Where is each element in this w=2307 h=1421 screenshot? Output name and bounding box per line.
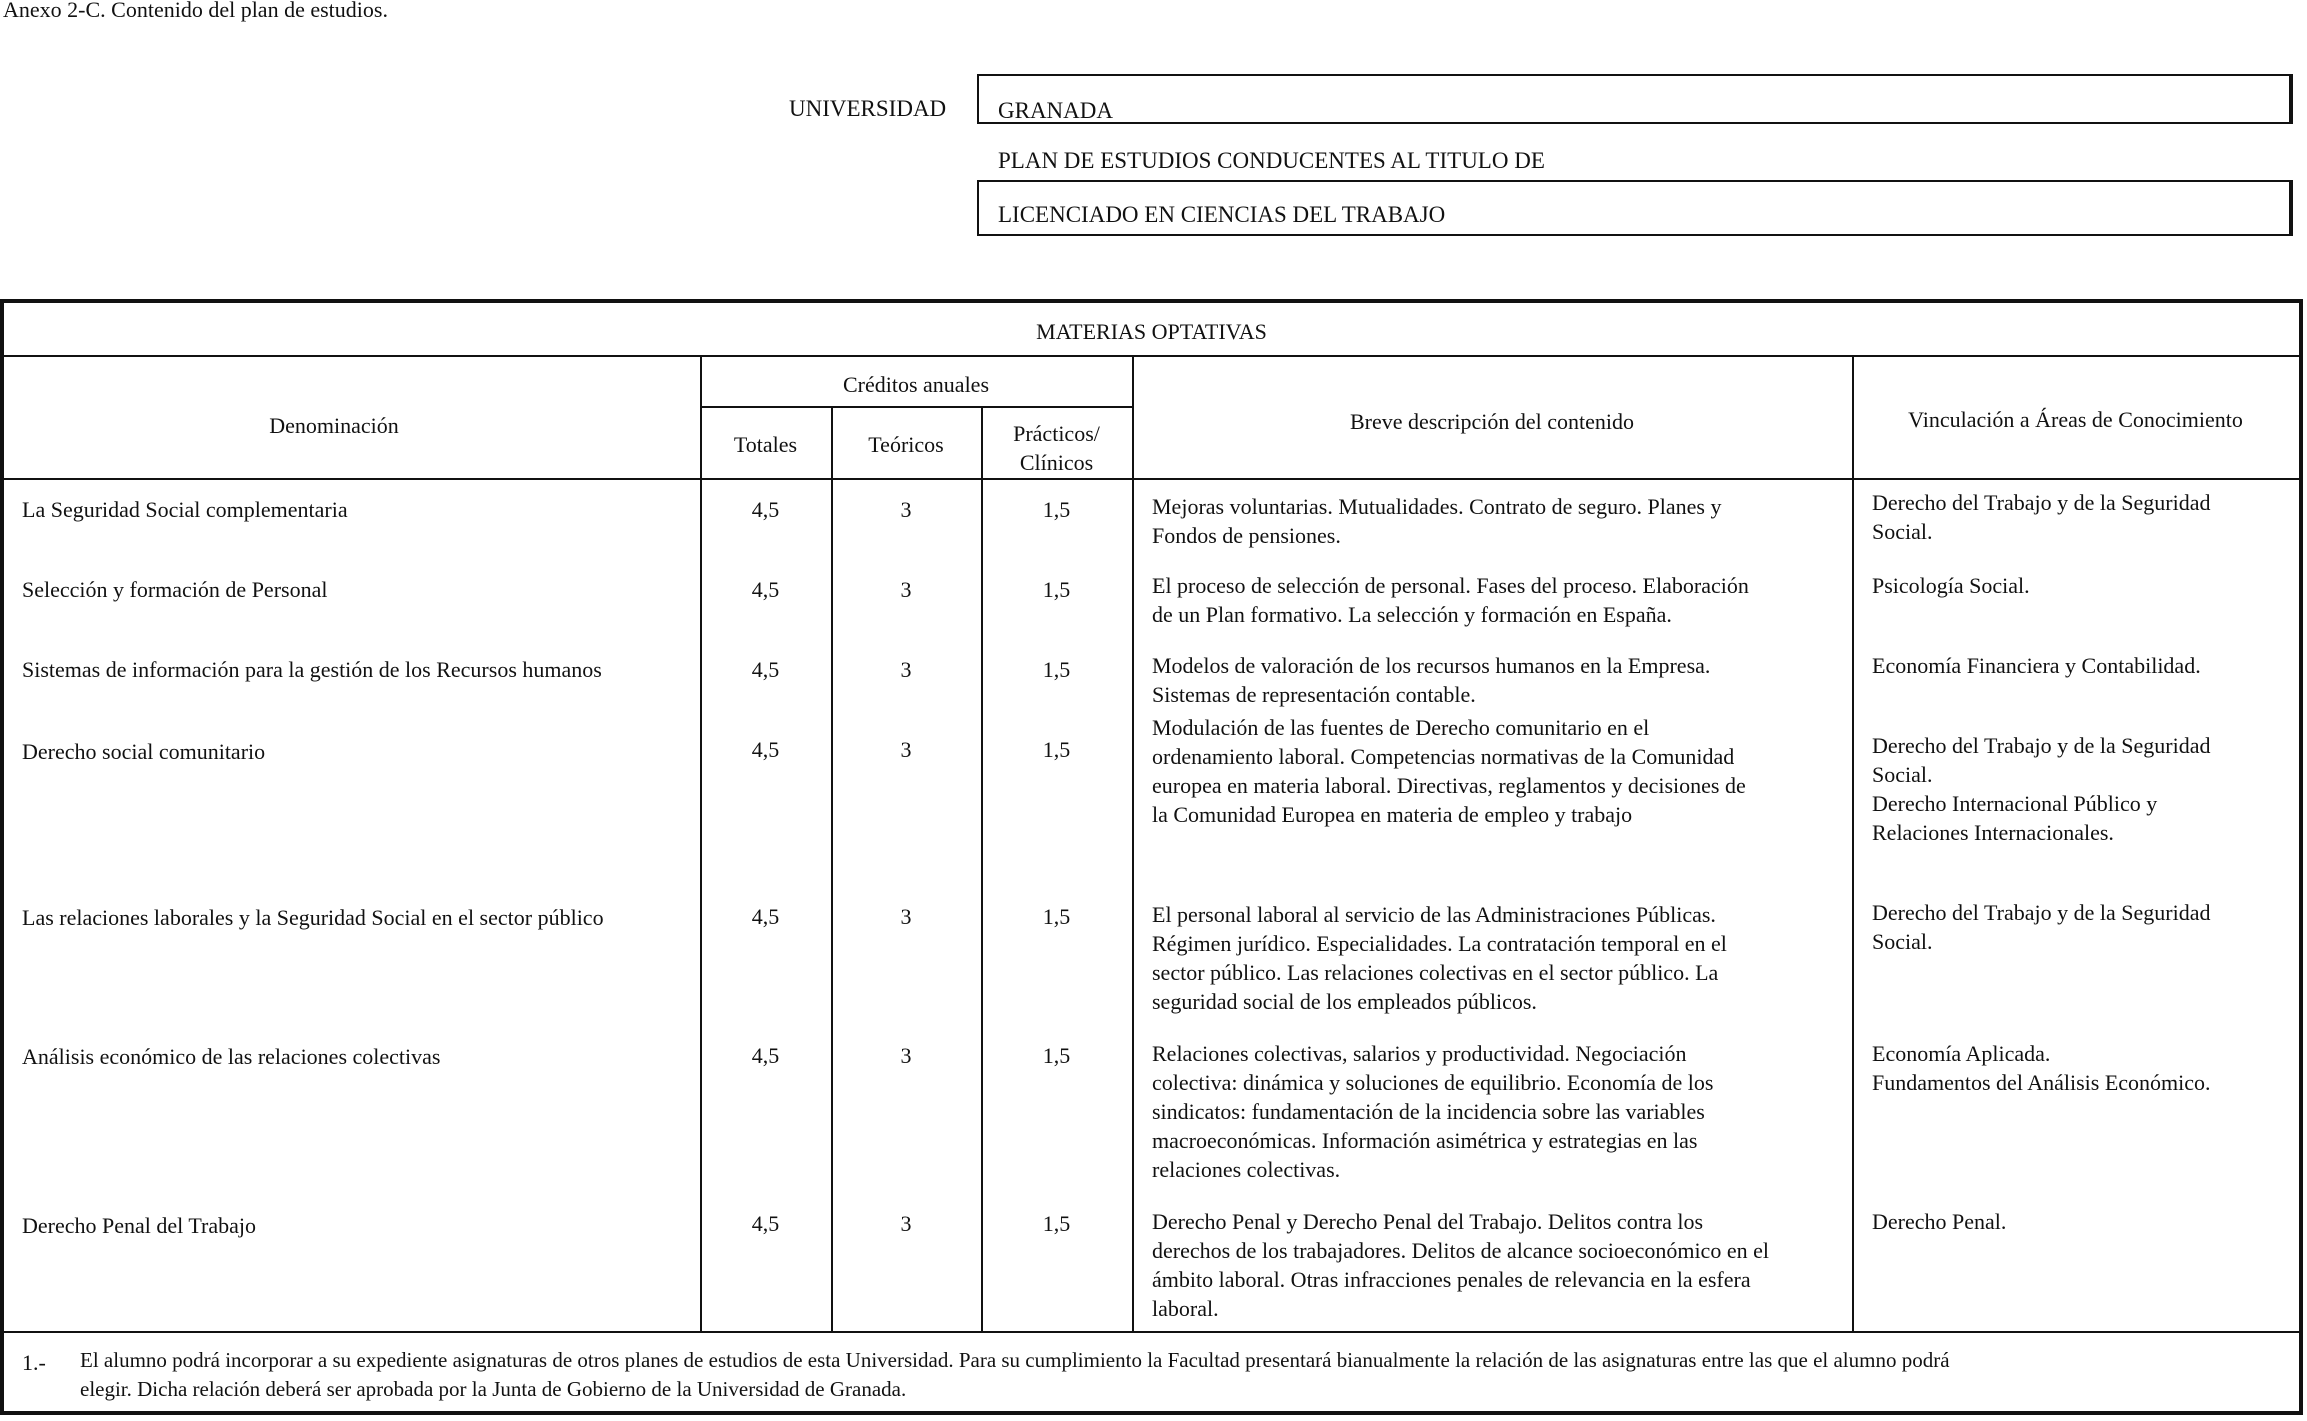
row-7-desc-3: ámbito laboral. Otras infracciones penales de relevancia en la esfera <box>1152 1267 1751 1292</box>
row-3-name: Sistemas de información para la gestión de los Recursos humanos <box>22 657 602 682</box>
header-vinculacion: Vinculación a Áreas de Conocimiento <box>1908 407 2243 432</box>
row-6-practicos: 1,5 <box>1042 1043 1071 1068</box>
row-7-desc-4: laboral. <box>1152 1296 1219 1321</box>
university-box <box>977 74 2293 124</box>
row-2-desc-1: El proceso de selección de personal. Fases del proceso. Elaboración <box>1152 573 1749 598</box>
university-value: GRANADA <box>998 98 1113 123</box>
row-1-area-1: Derecho del Trabajo y de la Seguridad <box>1872 490 2211 515</box>
row-3-teoricos: 3 <box>900 657 912 682</box>
row-6-desc-3: sindicatos: fundamentación de la incidencia sobre las variables <box>1152 1099 1705 1124</box>
row-5-area-1: Derecho del Trabajo y de la Seguridad <box>1872 900 2211 925</box>
plan-line: PLAN DE ESTUDIOS CONDUCENTES AL TITULO DE <box>998 148 1545 173</box>
header-practicos-2: Clínicos <box>1019 450 1094 475</box>
row-7-desc-2: derechos de los trabajadores. Delitos de alcance socioeconómico en el <box>1152 1238 1769 1263</box>
row-6-desc-1: Relaciones colectivas, salarios y productividad. Negociación <box>1152 1041 1687 1066</box>
header-practicos-1: Prácticos/ <box>1013 421 1100 446</box>
row-7-area-1: Derecho Penal. <box>1872 1209 2007 1234</box>
row-2-name: Selección y formación de Personal <box>22 577 328 602</box>
row-4-area-4: Relaciones Internacionales. <box>1872 820 2114 845</box>
row-4-practicos: 1,5 <box>1042 737 1071 762</box>
row-5-desc-3: sector público. Las relaciones colectivas en el sector público. La <box>1152 960 1719 985</box>
row-7-practicos: 1,5 <box>1042 1211 1071 1236</box>
col-line-3 <box>981 406 983 1331</box>
row-1-practicos: 1,5 <box>1042 497 1071 522</box>
row-1-name: La Seguridad Social complementaria <box>22 497 348 522</box>
row-4-area-2: Social. <box>1872 762 1933 787</box>
rule-title <box>4 355 2299 357</box>
row-6-area-1: Economía Aplicada. <box>1872 1041 2051 1066</box>
row-5-desc-2: Régimen jurídico. Especialidades. La contratación temporal en el <box>1152 931 1727 956</box>
row-4-area-1: Derecho del Trabajo y de la Seguridad <box>1872 733 2211 758</box>
table-title: MATERIAS OPTATIVAS <box>1036 319 1267 344</box>
row-3-area-1: Economía Financiera y Contabilidad. <box>1872 653 2201 678</box>
degree-box <box>977 180 2293 236</box>
annex-title: Anexo 2-C. Contenido del plan de estudios. <box>3 0 388 22</box>
row-4-desc-2: ordenamiento laboral. Competencias normativas de la Comunidad <box>1152 744 1735 769</box>
row-4-totales: 4,5 <box>751 737 780 762</box>
row-5-name: Las relaciones laborales y la Seguridad Social en el sector público <box>22 905 604 930</box>
row-5-desc-1: El personal laboral al servicio de las Administraciones Públicas. <box>1152 902 1716 927</box>
row-1-desc-2: Fondos de pensiones. <box>1152 523 1341 548</box>
row-3-totales: 4,5 <box>751 657 780 682</box>
header-creditos: Créditos anuales <box>842 372 990 397</box>
header-teoricos: Teóricos <box>868 432 944 457</box>
row-5-desc-4: seguridad social de los empleados públicos. <box>1152 989 1537 1014</box>
row-6-teoricos: 3 <box>900 1043 912 1068</box>
row-3-desc-2: Sistemas de representación contable. <box>1152 682 1476 707</box>
header-descripcion: Breve descripción del contenido <box>1349 409 1635 434</box>
row-6-area-2: Fundamentos del Análisis Económico. <box>1872 1070 2211 1095</box>
col-line-4 <box>1132 355 1134 1331</box>
footnote-line-2: elegir. Dicha relación deberá ser aprobada por la Junta de Gobierno de la Universidad de Granada. <box>80 1377 907 1401</box>
col-line-5 <box>1852 355 1854 1331</box>
footnote-number: 1.- <box>22 1350 46 1375</box>
header-totales: Totales <box>733 432 798 457</box>
row-4-teoricos: 3 <box>900 737 912 762</box>
row-2-area-1: Psicología Social. <box>1872 573 2030 598</box>
row-1-totales: 4,5 <box>751 497 780 522</box>
row-6-desc-4: macroeconómicas. Información asimétrica y estrategias en las <box>1152 1128 1698 1153</box>
row-7-name: Derecho Penal del Trabajo <box>22 1213 256 1238</box>
row-5-teoricos: 3 <box>900 904 912 929</box>
row-6-totales: 4,5 <box>751 1043 780 1068</box>
rule-footnote <box>4 1331 2299 1333</box>
row-6-name: Análisis económico de las relaciones colectivas <box>22 1044 441 1069</box>
row-1-area-2: Social. <box>1872 519 1933 544</box>
row-7-totales: 4,5 <box>751 1211 780 1236</box>
row-2-totales: 4,5 <box>751 577 780 602</box>
row-2-practicos: 1,5 <box>1042 577 1071 602</box>
row-5-area-2: Social. <box>1872 929 1933 954</box>
row-2-teoricos: 3 <box>900 577 912 602</box>
row-4-area-3: Derecho Internacional Público y <box>1872 791 2158 816</box>
header-denominacion: Denominación <box>269 413 399 438</box>
row-5-practicos: 1,5 <box>1042 904 1071 929</box>
row-4-name: Derecho social comunitario <box>22 739 266 764</box>
row-3-practicos: 1,5 <box>1042 657 1071 682</box>
degree-value: LICENCIADO EN CIENCIAS DEL TRABAJO <box>998 202 1446 227</box>
materias-table <box>0 299 2303 1415</box>
row-5-totales: 4,5 <box>751 904 780 929</box>
col-line-2 <box>831 406 833 1331</box>
row-4-desc-4: la Comunidad Europea en materia de empleo y trabajo <box>1152 802 1633 827</box>
rule-header <box>4 478 2299 480</box>
row-6-desc-5: relaciones colectivas. <box>1152 1157 1341 1182</box>
university-label: UNIVERSIDAD <box>789 96 947 121</box>
row-1-teoricos: 3 <box>900 497 912 522</box>
row-4-desc-3: europea en materia laboral. Directivas, reglamentos y decisiones de <box>1152 773 1746 798</box>
rule-creditos <box>700 406 1134 408</box>
row-7-teoricos: 3 <box>900 1211 912 1236</box>
row-7-desc-1: Derecho Penal y Derecho Penal del Trabajo. Delitos contra los <box>1152 1209 1704 1234</box>
row-3-desc-1: Modelos de valoración de los recursos humanos en la Empresa. <box>1152 653 1711 678</box>
row-1-desc-1: Mejoras voluntarias. Mutualidades. Contrato de seguro. Planes y <box>1152 494 1722 519</box>
row-6-desc-2: colectiva: dinámica y soluciones de equilibrio. Economía de los <box>1152 1070 1714 1095</box>
row-2-desc-2: de un Plan formativo. La selección y formación en España. <box>1152 602 1672 627</box>
footnote-line-1: El alumno podrá incorporar a su expediente asignaturas de otros planes de estudios de esta Universidad. Para su cumplimiento la Facultad presentará bianualmente la relación de las asignaturas entre las que el alumno podrá <box>80 1348 1950 1372</box>
row-4-desc-1: Modulación de las fuentes de Derecho comunitario en el <box>1152 715 1650 740</box>
